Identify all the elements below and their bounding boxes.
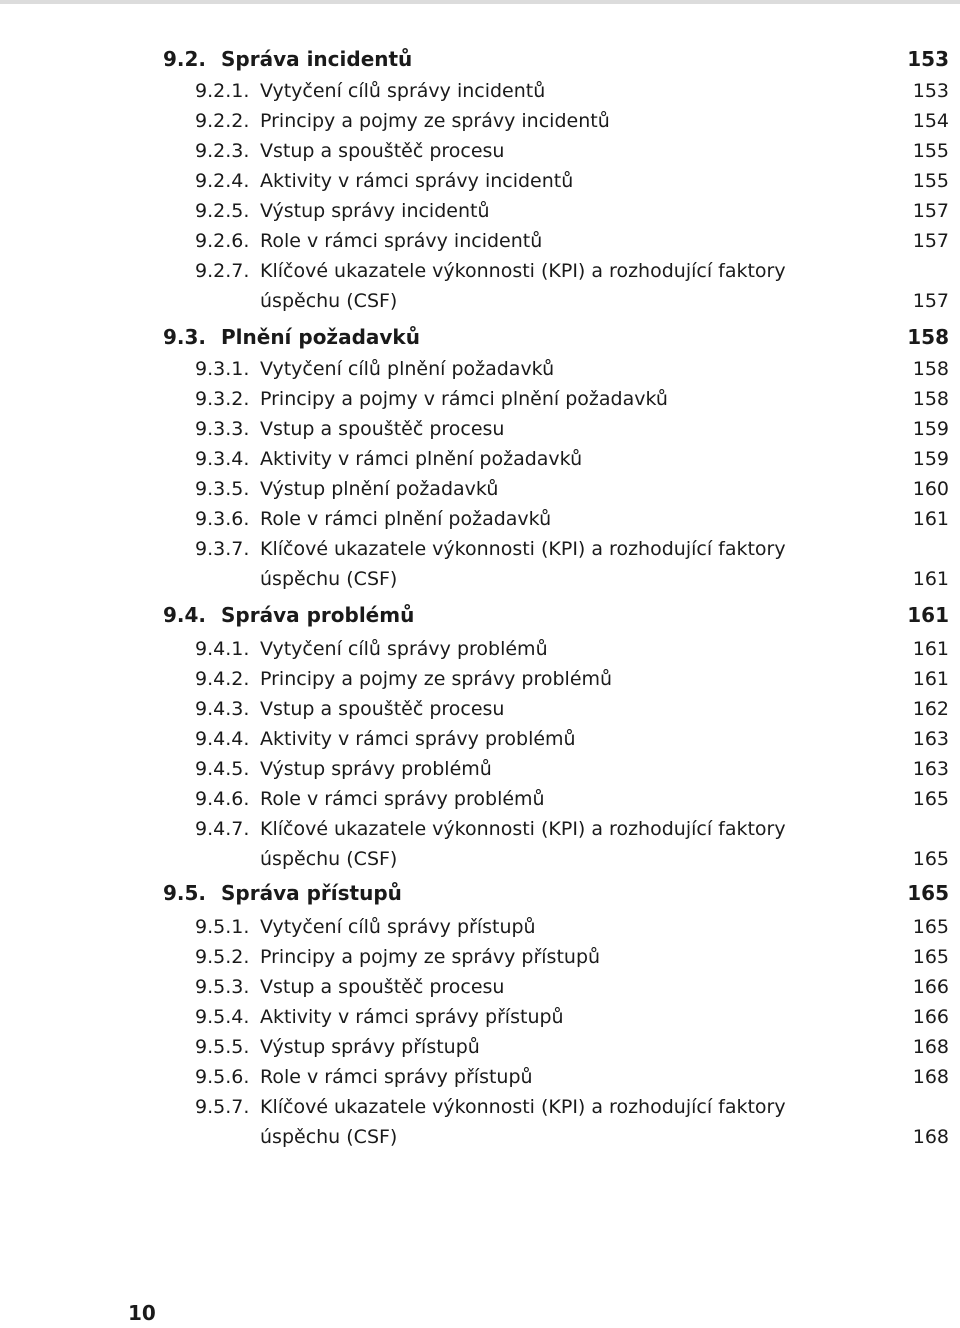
toc-title: Aktivity v rámci správy incidentů <box>260 170 574 192</box>
toc-title: Vytyčení cílů správy incidentů <box>260 80 546 102</box>
toc-entry <box>0 972 960 1002</box>
toc-title: Principy a pojmy v rámci plnění požadavků <box>260 388 668 410</box>
toc-number: 9.3.2. <box>195 388 250 410</box>
toc-number: 9.3. <box>163 325 207 349</box>
toc-title: Výstup správy přístupů <box>260 1036 480 1058</box>
toc-page: 159 <box>912 448 949 470</box>
toc-title: Role v rámci správy přístupů <box>260 1066 533 1088</box>
toc-number: 9.2.1. <box>195 80 250 102</box>
toc-page: 168 <box>912 1036 949 1058</box>
toc-title: Výstup plnění požadavků <box>260 478 499 500</box>
toc-title: úspěchu (CSF) <box>260 568 398 590</box>
toc-page: 158 <box>912 388 949 410</box>
toc-title: Vytyčení cílů správy problémů <box>260 638 548 660</box>
toc-title: úspěchu (CSF) <box>260 848 398 870</box>
toc-page: 165 <box>912 916 949 938</box>
toc-number: 9.3.1. <box>195 358 250 380</box>
toc-number: 9.5.2. <box>195 946 250 968</box>
toc-title: Vstup a spouštěč procesu <box>260 976 505 998</box>
toc-entry <box>0 1122 960 1152</box>
toc-page: 168 <box>912 1066 949 1088</box>
toc-page: 159 <box>912 418 949 440</box>
toc-number: 9.4.7. <box>195 818 250 840</box>
toc-entry <box>0 784 960 814</box>
toc-page: 161 <box>907 603 949 627</box>
toc-number: 9.4.6. <box>195 788 250 810</box>
toc-number: 9.5.5. <box>195 1036 250 1058</box>
toc-number: 9.2.2. <box>195 110 250 132</box>
toc-number: 9.4. <box>163 603 207 627</box>
toc-number: 9.3.4. <box>195 448 250 470</box>
toc-entry <box>0 1002 960 1032</box>
top-rule <box>0 0 960 4</box>
toc-entry <box>0 694 960 724</box>
toc-number: 9.4.3. <box>195 698 250 720</box>
toc-entry <box>0 664 960 694</box>
toc-number: 9.5.4. <box>195 1006 250 1028</box>
toc-page: 157 <box>912 200 949 222</box>
toc-number: 9.4.4. <box>195 728 250 750</box>
toc-page: 166 <box>912 1006 949 1028</box>
toc-page: 157 <box>912 290 949 312</box>
toc-entry <box>0 414 960 444</box>
toc-title: Role v rámci plnění požadavků <box>260 508 552 530</box>
toc-entry <box>0 814 960 844</box>
toc-title: úspěchu (CSF) <box>260 290 398 312</box>
toc-entry <box>0 166 960 196</box>
toc-title: Vstup a spouštěč procesu <box>260 698 505 720</box>
toc-entry <box>0 724 960 754</box>
toc-page: 163 <box>912 728 949 750</box>
toc-entry <box>0 844 960 874</box>
toc-entry <box>0 256 960 286</box>
toc-title: Principy a pojmy ze správy přístupů <box>260 946 601 968</box>
toc-entry <box>0 444 960 474</box>
toc-entry <box>0 286 960 316</box>
toc-entry <box>0 1062 960 1092</box>
toc-section <box>0 322 960 352</box>
toc-page: 165 <box>912 848 949 870</box>
toc-section <box>0 600 960 630</box>
toc-entry <box>0 384 960 414</box>
toc-page: 163 <box>912 758 949 780</box>
toc-page: 168 <box>912 1126 949 1148</box>
toc-number: 9.4.5. <box>195 758 250 780</box>
toc-number: 9.2.4. <box>195 170 250 192</box>
toc-number: 9.3.3. <box>195 418 250 440</box>
toc-title: Aktivity v rámci správy přístupů <box>260 1006 564 1028</box>
toc-title: Výstup správy problémů <box>260 758 492 780</box>
toc-title: Správa přístupů <box>221 881 402 905</box>
toc-title: Klíčové ukazatele výkonnosti (KPI) a rozhodující faktory <box>260 818 786 840</box>
toc-entry <box>0 136 960 166</box>
toc-number: 9.2.3. <box>195 140 250 162</box>
toc-page: 160 <box>912 478 949 500</box>
toc-number: 9.2.7. <box>195 260 250 282</box>
toc-page: 154 <box>912 110 949 132</box>
toc-title: Role v rámci správy incidentů <box>260 230 543 252</box>
toc-entry <box>0 354 960 384</box>
toc-title: Klíčové ukazatele výkonnosti (KPI) a rozhodující faktory <box>260 1096 786 1118</box>
toc-entry <box>0 504 960 534</box>
toc-entry <box>0 76 960 106</box>
toc-title: Vytyčení cílů správy přístupů <box>260 916 536 938</box>
toc-page: 153 <box>907 47 949 71</box>
toc-entry <box>0 534 960 564</box>
toc-number: 9.3.7. <box>195 538 250 560</box>
toc-number: 9.5.6. <box>195 1066 250 1088</box>
toc-number: 9.3.5. <box>195 478 250 500</box>
toc-entry <box>0 474 960 504</box>
toc-title: Správa problémů <box>221 603 415 627</box>
toc-number: 9.2. <box>163 47 207 71</box>
toc-number: 9.5.1. <box>195 916 250 938</box>
toc-page: 157 <box>912 230 949 252</box>
toc-title: Klíčové ukazatele výkonnosti (KPI) a rozhodující faktory <box>260 538 786 560</box>
toc-page: 165 <box>907 881 949 905</box>
toc-page: 161 <box>912 568 949 590</box>
toc-title: Principy a pojmy ze správy incidentů <box>260 110 610 132</box>
toc-section <box>0 44 960 74</box>
toc-number: 9.2.6. <box>195 230 250 252</box>
toc-title: Role v rámci správy problémů <box>260 788 545 810</box>
toc-title: Aktivity v rámci plnění požadavků <box>260 448 583 470</box>
toc-number: 9.5.3. <box>195 976 250 998</box>
toc-entry <box>0 754 960 784</box>
toc-entry <box>0 942 960 972</box>
toc-page: 158 <box>912 358 949 380</box>
toc-entry <box>0 196 960 226</box>
toc-entry <box>0 634 960 664</box>
toc-entry <box>0 226 960 256</box>
toc-page: 155 <box>912 170 949 192</box>
page-number: 10 <box>128 1301 156 1325</box>
toc-title: Vstup a spouštěč procesu <box>260 140 505 162</box>
toc-page: 161 <box>912 508 949 530</box>
toc-number: 9.4.2. <box>195 668 250 690</box>
toc-number: 9.4.1. <box>195 638 250 660</box>
toc-number: 9.5. <box>163 881 207 905</box>
toc-title: úspěchu (CSF) <box>260 1126 398 1148</box>
toc-page: 161 <box>912 668 949 690</box>
toc-entry <box>0 912 960 942</box>
toc-title: Klíčové ukazatele výkonnosti (KPI) a rozhodující faktory <box>260 260 786 282</box>
toc-page: 158 <box>907 325 949 349</box>
toc-page: 162 <box>912 698 949 720</box>
toc-title: Aktivity v rámci správy problémů <box>260 728 576 750</box>
toc-number: 9.2.5. <box>195 200 250 222</box>
toc-entry <box>0 1032 960 1062</box>
toc-title: Vstup a spouštěč procesu <box>260 418 505 440</box>
toc-title: Vytyčení cílů plnění požadavků <box>260 358 555 380</box>
toc-title: Plnění požadavků <box>221 325 420 349</box>
toc-page: 153 <box>912 80 949 102</box>
toc-title: Výstup správy incidentů <box>260 200 490 222</box>
toc-page: 165 <box>912 946 949 968</box>
toc-section <box>0 878 960 908</box>
toc-entry <box>0 1092 960 1122</box>
toc-page: 165 <box>912 788 949 810</box>
toc-entry <box>0 564 960 594</box>
toc-page: 161 <box>912 638 949 660</box>
toc-title: Správa incidentů <box>221 47 413 71</box>
toc-page: 166 <box>912 976 949 998</box>
toc-entry <box>0 106 960 136</box>
toc-page: 155 <box>912 140 949 162</box>
toc-title: Principy a pojmy ze správy problémů <box>260 668 613 690</box>
toc-number: 9.3.6. <box>195 508 250 530</box>
toc-number: 9.5.7. <box>195 1096 250 1118</box>
